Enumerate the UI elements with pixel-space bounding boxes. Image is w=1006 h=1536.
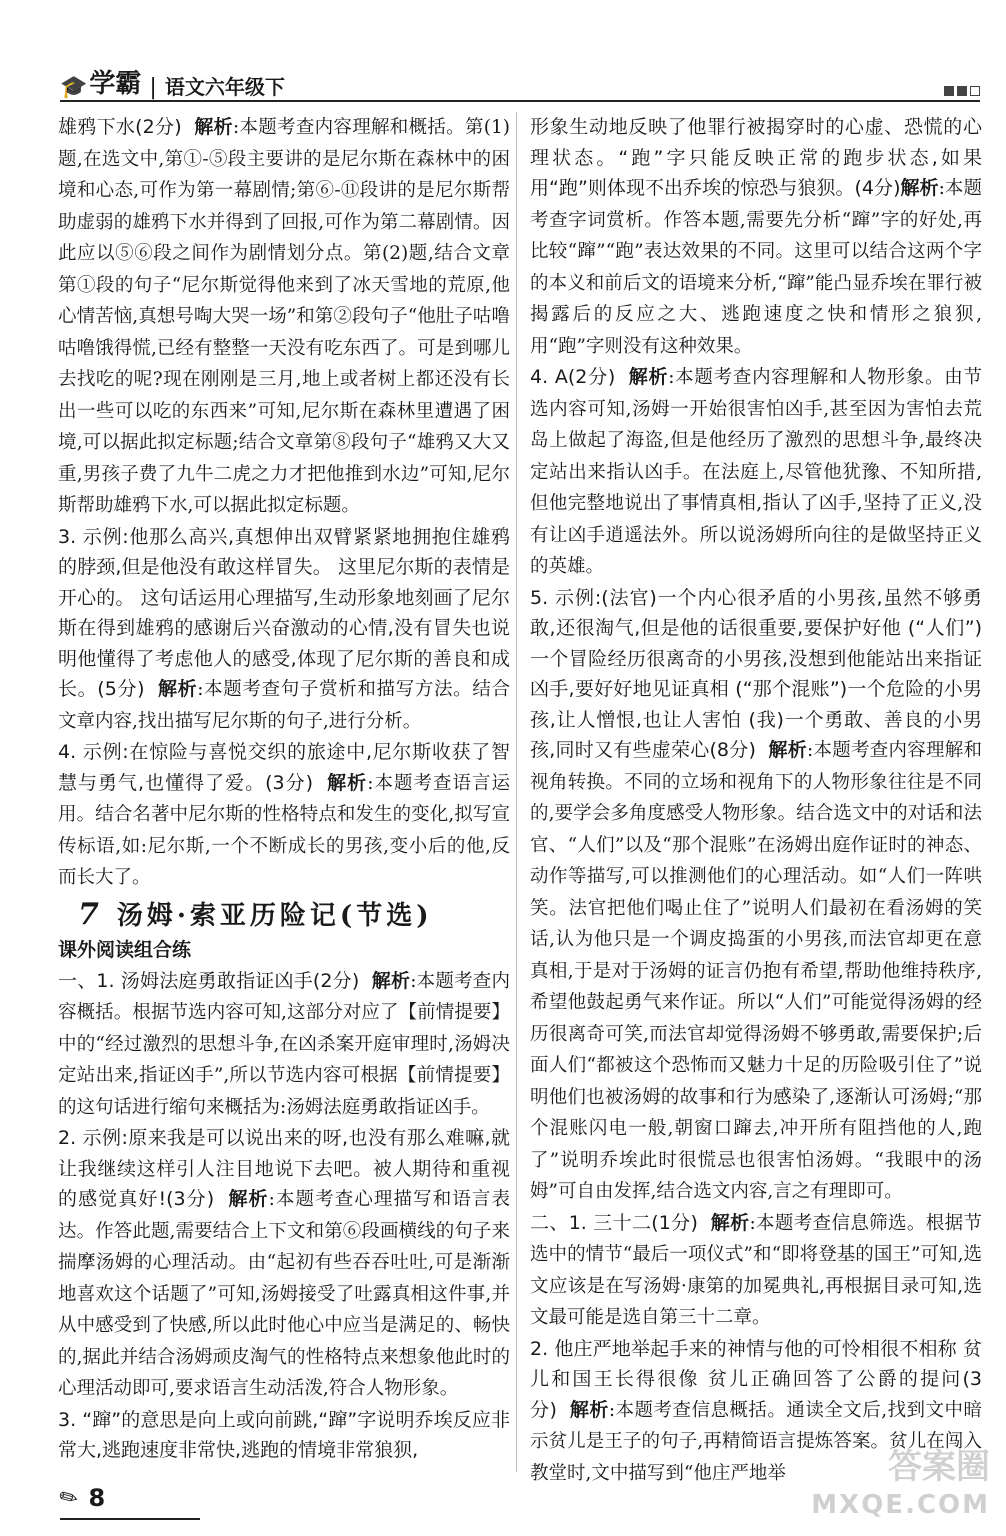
answer-paragraph: 一、1. 汤姆法庭勇敢指证凶手(2分) 解析:本题考查内容概括。根据节选内容可知,这部分对应了【前情提要】中的“经过激烈的思想斗争,在凶杀案开庭审理时,汤姆决定站出来,指证凶手”,所以节选内容可根据【前情提要】的这句话进行缩句来概括为:汤姆法庭勇敢指证凶手。 [58, 969, 510, 1118]
site-watermark [800, 1448, 990, 1528]
lesson-number: 7 [78, 896, 103, 932]
watermark-text: 答案圈 [888, 1447, 990, 1487]
page-number: 8 [88, 1484, 106, 1512]
square-outline-icon [970, 86, 980, 96]
section-title: 课外阅读组合练 [58, 939, 192, 961]
square-icon [944, 86, 954, 96]
answer-paragraph: 4. 示例:在惊险与喜悦交织的旅途中,尼尔斯收获了智慧与勇气,也懂得了爱。(3分) 解析:本题考查语言运用。结合名著中尼尔斯的性格特点和发生的变化,拟写宣传标语,如:尼尔斯,一个不断成长的男孩,变小后的他,反而长大了。 [58, 741, 510, 888]
answer-paragraph: 3. 示例:他那么高兴,真想伸出双臂紧紧地拥抱住雄鸦的脖颈,但是他没有敢这样冒失。 这里尼尔斯的表情是开心的。 这句话运用心理描写,生动形象地刻画了尼尔斯在得到雄鸦的感谢后兴奋激动的心情,没有冒失也说明他懂得了考虑他人的感受,体现了尼尔斯的善良和成长。(5分) 解析:本题考查句子赏析和描写方法。结合文章内容,找出描写尼尔斯的句子,进行分析。 [58, 525, 510, 732]
header-squares-decoration [944, 86, 980, 100]
left-column [58, 112, 510, 1466]
answer-paragraph: 二、1. 三十二(1分) 解析:本题考查信息筛选。根据节选中的情节“最后一项仪式”和“即将登基的国王”可知,选文应该是在写汤姆·康第的加冕典礼,再根据目录可知,选文最可能是选自第三十二章。 [530, 1211, 982, 1328]
lesson-title: 7 汤姆·索亚历险记(节选) [78, 896, 433, 932]
answer-paragraph: 2. 示例:原来我是可以说出来的呀,也没有那么难嘛,就让我继续这样引人注目地说下去吧。被人期待和重视的感觉真好!(3分) 解析:本题考查心理描写和语言表达。作答此题,需要结合上下文和第⑥段画横线的句子来揣摩汤姆的心理活动。由“起初有些吞吞吐吐,可是渐渐地喜欢这个话题了”可知,汤姆接受了吐露真相这件事,并从中感受到了快感,所以此时他心中应当是满足的、畅快的,据此并结合汤姆顽皮淘气的性格特点来想象他此时的心理活动即可,要求语言生动活泼,符合人物形象。 [58, 1127, 510, 1399]
brand-name: 学霸 [89, 69, 142, 99]
book-subtitle: 语文六年级下 [164, 75, 285, 99]
page-footer [54, 1478, 200, 1520]
answer-paragraph: 雄鸦下水(2分) 解析:本题考查内容理解和概括。第(1)题,在选文中,第①-⑤段主要讲的是尼尔斯在森林中的困境和心态,可作为第一幕剧情;第⑥-⑪段讲的是尼尔斯帮助虚弱的雄鸦下水并得到了回报,可作为第二幕剧情。因此应以⑤⑥段之间作为剧情划分点。第(2)题,结合文章第①段的句子“尼尔斯觉得他来到了冰天雪地的荒原,他心情苦恼,真想号啕大哭一场”和第②段句子“他肚子咕噜咕噜饿得慌,已经有整整一天没有吃东西了。可是到哪儿去找吃的呢?现在刚刚是三月,地上或者树上都还没有长出一些可以吃的东西来”可知,尼尔斯在森林里遭遇了困境,可以据此拟定标题;结合文章第⑧段句子“雄鸦又大又重,男孩子费了九牛二虎之力才把他推到水边”可知,尼尔斯帮助雄鸦下水,可以据此拟定标题。 [58, 116, 510, 516]
header-separator: | [149, 75, 157, 100]
answer-paragraph: 形象生动地反映了他罪行被揭穿时的心虚、恐慌的心理状态。“跑”字只能反映正常的跑步状态,如果用“跑”则体现不出乔埃的惊恐与狼狈。(4分)解析:本题考查字词赏析。作答本题,需要先分析“蹿”字的好处,再比较“蹿”“跑”表达效果的不同。这里可以结合这两个字的本义和前后文的语境来分析,“蹿”能凸显乔埃在罪行被揭露后的反应之大、逃跑速度之快和情形之狼狈,用“跑”字则没有这种效果。 [530, 116, 982, 357]
answer-paragraph: 4. A(2分) 解析:本题考查内容理解和人物形象。由节选内容可知,汤姆一开始很害怕凶手,甚至因为害怕去荒岛上做起了海盗,但是他经历了激烈的思想斗争,最终决定站出来指认凶手。在法庭上,尽管他犹豫、不知所措,但他完整地说出了事情真相,指认了凶手,坚持了正义,没有让凶手逍遥法外。所以说汤姆所向往的是做坚持正义的英雄。 [530, 366, 982, 577]
column-divider [516, 112, 517, 1472]
square-icon [957, 86, 967, 96]
watermark-url: MXQE.COM [811, 1490, 990, 1520]
page-header [60, 60, 980, 102]
pencil-icon: ✎ [54, 1482, 84, 1514]
right-column [530, 112, 982, 1489]
answer-paragraph: 5. 示例:(法官)一个内心很矛盾的小男孩,虽然不够勇敢,还很淘气,但是他的话很重要,要保护好他 (“人们”)一个冒险经历很离奇的小男孩,没想到他能站出来指证凶手,要好好地见证真相 (“那个混账”)一个危险的小男孩,让人憎恨,也让人害怕 (我)一个勇敢、善良的小男孩,同时又有些虚荣心(8分) 解析:本题考查内容理解和视角转换。不同的立场和视角下的人物形象往往是不同的,要学会多角度感受人物形象。结合选文中的对话和法官、“人们”以及“那个混账”在汤姆出庭作证时的神态、动作等描写,可以推测他们的心理活动。如“人们一阵哄笑。法官把他们喝止住了”说明人们最初在看汤姆的笑话,认为他只是一个调皮捣蛋的小男孩,而法官却更在意真相,于是对于汤姆的证言仍抱有希望,帮助他维持秩序,希望他鼓起勇气来作证。所以“人们”可能觉得汤姆的经历很离奇可笑,而法官却觉得汤姆不够勇敢,需要保护;后面人们“都被这个恐怖而又魅力十足的历险吸引住了”说明他们也被汤姆的故事和行为感染了,逐渐认可汤姆;“那个混账闪电一般,朝窗口蹿去,冲开所有阻挡他的人,跑了”说明乔埃此时很慌忌也很害怕汤姆。“我眼中的汤姆”可自由发挥,结合选文内容,言之有理即可。 [530, 586, 982, 1202]
answer-paragraph: 3. “蹿”的意思是向上或向前跳,“蹿”字说明乔埃反应非常大,逃跑速度非常快,逃跑的情境非常狼狈, [58, 1408, 510, 1461]
graduation-cap-icon: 🎓 [60, 75, 88, 100]
answer-paragraph: 2. 他庄严地举起手来的神情与他的可怜相很不相称 贫儿和国王长得很像 贫儿正确回答了公爵的提问(3分) 解析:本题考查信息概括。通读全文后,找到文中暗示贫儿是王子的句子,再精简语言提炼答案。贫儿在闯入教堂时,文中描写到“他庄严地举 [530, 1337, 982, 1484]
